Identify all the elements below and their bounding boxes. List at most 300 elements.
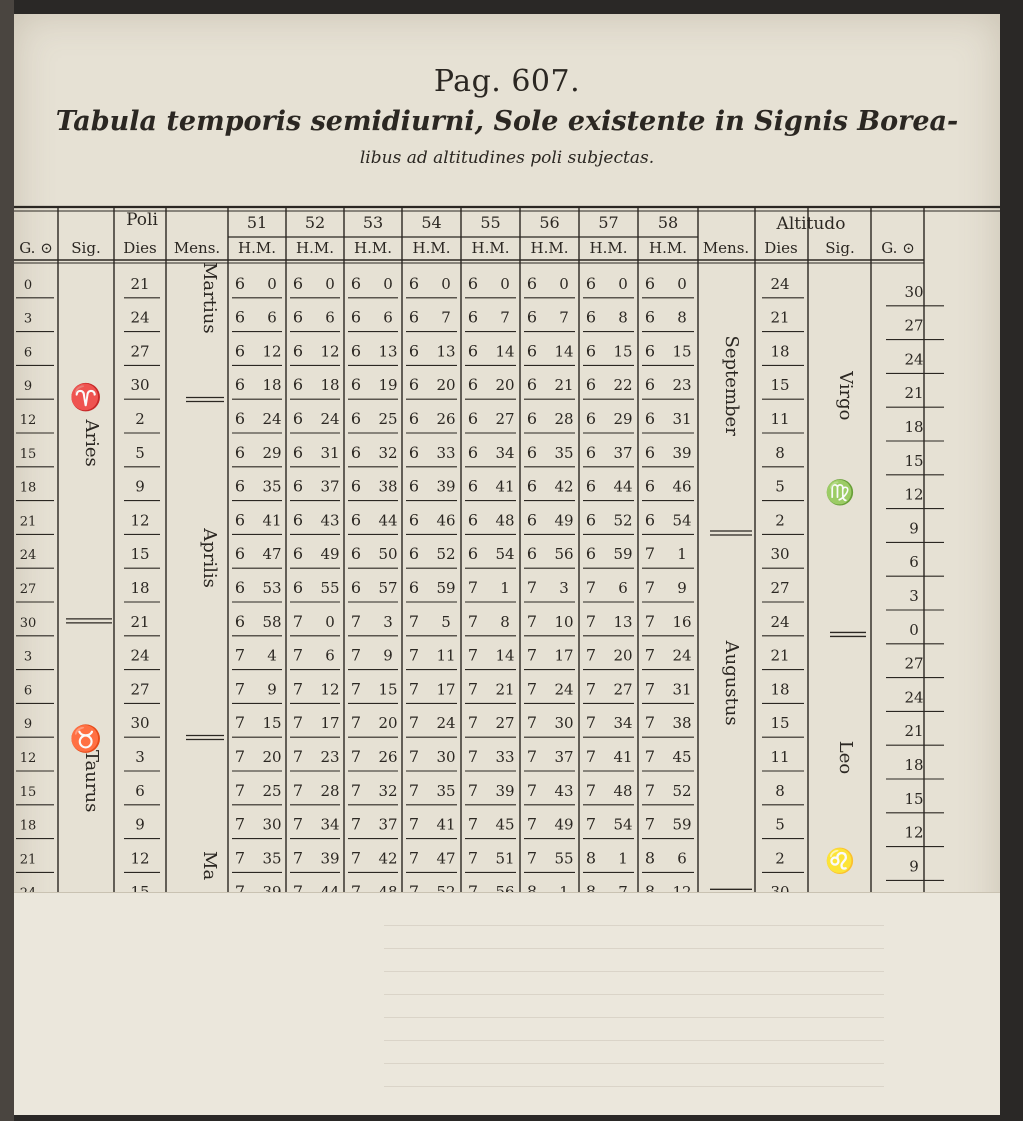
column-header-hm: H.M. [589, 239, 628, 257]
minute-value: 0 [383, 274, 393, 293]
right-degree-value: 0 [909, 620, 919, 639]
hour-value: 8 [644, 848, 656, 868]
minute-value: 55 [320, 579, 340, 597]
minute-value: 43 [554, 781, 574, 800]
minute-value: 56 [554, 545, 574, 564]
minute-value: 17 [436, 680, 456, 699]
minute-value: 30 [436, 748, 456, 766]
minute-value: 47 [262, 545, 282, 564]
day-value: 30 [130, 376, 150, 395]
right-degree-value: 24 [904, 688, 924, 707]
hour-value: 7 [350, 713, 362, 733]
day-value: 2 [135, 410, 145, 428]
minute-value: 27 [495, 410, 515, 428]
minute-value: 33 [436, 443, 456, 462]
column-header: Mens. [173, 239, 221, 257]
minute-value: 0 [267, 274, 277, 293]
minute-value: 39 [495, 781, 515, 800]
minute-value: 27 [495, 714, 515, 733]
hour-value: 6 [585, 307, 597, 327]
hour-value: 7 [292, 747, 304, 766]
minute-value: 29 [613, 410, 633, 428]
right-degree-value: 27 [904, 316, 924, 335]
minute-value: 6 [325, 646, 335, 665]
hour-value: 6 [526, 341, 538, 361]
hour-value: 6 [585, 442, 597, 462]
minute-value: 39 [672, 443, 692, 462]
hour-value: 7 [408, 814, 420, 834]
minute-value: 18 [320, 376, 340, 395]
hour-value: 6 [644, 409, 656, 428]
minute-value: 0 [325, 274, 335, 293]
minute-value: 12 [320, 342, 340, 361]
degree-value: 30 [19, 615, 37, 631]
minute-value: 18 [262, 376, 282, 395]
hour-value: 7 [234, 780, 246, 800]
hour-value: 7 [644, 611, 656, 631]
minute-value: 14 [495, 342, 515, 361]
poli-latitude-value: 52 [304, 213, 326, 232]
poli-latitude-value: 54 [421, 213, 442, 232]
minute-value: 54 [672, 511, 692, 530]
minute-value: 53 [262, 579, 282, 597]
hour-value: 6 [408, 409, 420, 428]
minute-value: 30 [262, 815, 282, 834]
day-value: 18 [130, 579, 150, 597]
minute-value: 6 [677, 849, 687, 868]
minute-value: 32 [378, 443, 398, 462]
minute-value: 1 [677, 545, 687, 564]
hour-value: 6 [467, 442, 479, 462]
right-degree-value: 12 [904, 485, 924, 504]
right-day-value: 21 [770, 646, 790, 665]
right-day-value: 2 [775, 511, 785, 530]
hour-value: 7 [585, 780, 597, 800]
table-title: Tabula temporis semidiurni, Sole existente in Signis Borea- [55, 106, 959, 137]
hour-value: 7 [526, 713, 538, 733]
header-poli: Poli [126, 210, 158, 230]
hour-value: 6 [408, 341, 420, 361]
hour-value: 7 [408, 747, 420, 766]
minute-value: 50 [378, 545, 398, 564]
minute-value: 24 [554, 680, 574, 699]
minute-value: 7 [559, 308, 569, 327]
hour-value: 6 [408, 476, 420, 496]
minute-value: 25 [262, 781, 282, 800]
hour-value: 7 [292, 611, 304, 631]
sign-name-virgo: Virgo [835, 371, 856, 421]
leo-symbol-icon: ♌ [825, 847, 855, 876]
hour-value: 7 [585, 814, 597, 834]
minute-value: 6 [267, 308, 277, 327]
minute-value: 48 [495, 511, 515, 530]
month-augustus: Augustus [721, 640, 742, 726]
column-header: Sig. [825, 239, 855, 257]
hour-value: 6 [234, 611, 246, 631]
hour-value: 7 [467, 780, 479, 800]
minute-value: 23 [320, 748, 340, 766]
hour-value: 7 [585, 747, 597, 766]
poli-latitude-value: 57 [598, 213, 619, 232]
hour-value: 6 [234, 442, 246, 462]
hour-value: 6 [350, 375, 362, 395]
hour-value: 6 [585, 273, 597, 293]
right-day-value: 18 [770, 680, 790, 699]
hour-value: 6 [350, 476, 362, 496]
aries-symbol-icon: ♈ [69, 382, 103, 413]
right-degree-value: 15 [904, 451, 924, 470]
degree-value: 18 [19, 818, 37, 834]
degree-value: 3 [23, 649, 33, 665]
minute-value: 54 [495, 545, 515, 564]
minute-value: 11 [436, 646, 456, 665]
minute-value: 35 [436, 781, 456, 800]
right-degree-value: 6 [909, 553, 919, 572]
minute-value: 42 [554, 477, 574, 496]
sign-name-aries: Aries [81, 419, 102, 467]
day-value: 6 [135, 781, 145, 800]
right-degree-value: 15 [904, 789, 924, 808]
right-degree-value: 18 [904, 418, 924, 436]
hour-value: 6 [585, 409, 597, 428]
hour-value: 6 [350, 544, 362, 564]
minute-value: 9 [677, 579, 687, 597]
hour-value: 6 [292, 510, 304, 530]
minute-value: 57 [378, 579, 398, 597]
hour-value: 7 [350, 611, 362, 631]
column-header-hm: H.M. [296, 239, 334, 257]
minute-value: 34 [495, 443, 515, 462]
minute-value: 1 [500, 579, 510, 597]
hour-value: 7 [644, 780, 656, 800]
minute-value: 3 [559, 579, 569, 597]
minute-value: 52 [672, 781, 692, 800]
right-day-value: 15 [770, 714, 790, 733]
hour-value: 6 [234, 375, 246, 395]
hour-value: 6 [467, 273, 479, 293]
month-maius: Ma [199, 851, 220, 881]
hour-value: 7 [408, 848, 420, 868]
hour-value: 6 [350, 273, 362, 293]
hour-value: 6 [526, 409, 538, 428]
right-day-value: 8 [775, 781, 785, 800]
minute-value: 31 [672, 680, 692, 699]
hour-value: 7 [467, 611, 479, 631]
degree-value: 12 [19, 751, 37, 766]
day-value: 27 [130, 342, 150, 361]
right-day-value: 11 [770, 410, 790, 428]
minute-value: 0 [325, 612, 335, 631]
sign-name-leo: Leo [835, 740, 856, 775]
month-aprilis: Aprilis [199, 528, 220, 588]
hour-value: 6 [292, 442, 304, 462]
degree-value: 6 [23, 683, 33, 699]
degree-value: 3 [23, 311, 33, 327]
degree-value: 15 [19, 784, 37, 800]
hour-value: 6 [292, 409, 304, 428]
hour-value: 6 [350, 578, 362, 597]
hour-value: 7 [234, 679, 246, 699]
degree-value: 9 [23, 717, 33, 733]
hour-value: 7 [467, 713, 479, 733]
book-page [14, 14, 1000, 1114]
minute-value: 6 [325, 308, 335, 327]
right-day-value: 5 [775, 815, 785, 834]
minute-value: 37 [554, 748, 574, 766]
minute-value: 48 [613, 781, 633, 800]
hour-value: 6 [292, 544, 304, 564]
hour-value: 6 [234, 307, 246, 327]
minute-value: 28 [320, 781, 340, 800]
minute-value: 9 [383, 646, 393, 665]
column-header-hm: H.M. [412, 239, 451, 257]
right-degree-value: 30 [904, 282, 924, 301]
minute-value: 34 [320, 815, 340, 834]
day-value: 21 [130, 612, 150, 631]
minute-value: 26 [436, 410, 456, 428]
column-header-hm: H.M. [471, 239, 510, 257]
hour-value: 7 [644, 578, 656, 597]
minute-value: 42 [378, 849, 398, 868]
hour-value: 6 [408, 510, 420, 530]
right-day-value: 8 [775, 443, 785, 462]
minute-value: 37 [378, 815, 398, 834]
hour-value: 6 [467, 375, 479, 395]
hour-value: 6 [350, 409, 362, 428]
hour-value: 7 [408, 713, 420, 733]
minute-value: 9 [267, 680, 277, 699]
header-altitudo: Altitudo [776, 214, 846, 234]
minute-value: 20 [613, 646, 633, 665]
minute-value: 24 [436, 714, 456, 733]
degree-value: 9 [23, 379, 33, 395]
minute-value: 0 [618, 274, 628, 293]
hour-value: 7 [467, 848, 479, 868]
hour-value: 7 [526, 780, 538, 800]
day-value: 24 [130, 308, 150, 327]
minute-value: 28 [554, 410, 574, 428]
right-day-value: 27 [770, 579, 790, 597]
minute-value: 24 [672, 646, 692, 665]
hour-value: 6 [234, 409, 246, 428]
right-degree-value: 9 [909, 519, 919, 538]
minute-value: 15 [262, 714, 282, 733]
day-value: 5 [135, 443, 145, 462]
column-header: G. ⊙ [881, 239, 915, 257]
minute-value: 7 [441, 308, 451, 327]
degree-value: 0 [23, 277, 33, 293]
hour-value: 7 [644, 645, 656, 665]
hour-value: 6 [585, 544, 597, 564]
hour-value: 6 [585, 341, 597, 361]
hour-value: 7 [350, 780, 362, 800]
hour-value: 7 [526, 578, 538, 597]
degree-value: 21 [19, 514, 37, 530]
hour-value: 7 [585, 578, 597, 597]
hour-value: 6 [644, 442, 656, 462]
minute-value: 49 [320, 545, 340, 564]
minute-value: 46 [672, 477, 692, 496]
hour-value: 6 [408, 544, 420, 564]
minute-value: 45 [672, 748, 692, 766]
minute-value: 15 [378, 680, 398, 699]
minute-value: 44 [378, 511, 398, 530]
hour-value: 7 [526, 848, 538, 868]
hour-value: 6 [526, 307, 538, 327]
right-degree-value: 27 [904, 654, 924, 673]
hour-value: 7 [350, 645, 362, 665]
hour-value: 6 [585, 476, 597, 496]
minute-value: 12 [320, 680, 340, 699]
minute-value: 0 [677, 274, 687, 293]
hour-value: 7 [526, 814, 538, 834]
minute-value: 49 [554, 815, 574, 834]
minute-value: 21 [495, 680, 515, 699]
hour-value: 7 [292, 713, 304, 733]
poli-latitude-value: 51 [246, 213, 268, 232]
minute-value: 6 [383, 308, 393, 327]
minute-value: 39 [320, 849, 340, 868]
minute-value: 6 [618, 579, 628, 597]
hour-value: 7 [234, 645, 246, 665]
hour-value: 7 [350, 747, 362, 766]
minute-value: 5 [441, 612, 451, 631]
day-value: 15 [130, 545, 150, 564]
minute-value: 12 [262, 342, 282, 361]
hour-value: 6 [292, 341, 304, 361]
bleed-through-text [384, 917, 884, 1087]
minute-value: 24 [320, 410, 340, 428]
minute-value: 45 [495, 815, 515, 834]
minute-value: 20 [262, 748, 282, 766]
minute-value: 46 [436, 511, 456, 530]
minute-value: 35 [262, 477, 282, 496]
minute-value: 15 [672, 342, 692, 361]
hour-value: 6 [644, 375, 656, 395]
poli-latitude-value: 53 [362, 213, 384, 232]
hour-value: 7 [585, 713, 597, 733]
right-day-value: 21 [770, 308, 790, 327]
hour-value: 7 [467, 645, 479, 665]
hour-value: 6 [292, 307, 304, 327]
day-value: 27 [130, 680, 150, 699]
hour-value: 6 [644, 341, 656, 361]
hour-value: 7 [234, 747, 246, 766]
minute-value: 20 [378, 714, 398, 733]
minute-value: 17 [320, 714, 340, 733]
minute-value: 44 [613, 477, 633, 496]
hour-value: 7 [408, 645, 420, 665]
hour-value: 6 [350, 442, 362, 462]
minute-value: 13 [436, 342, 456, 361]
minute-value: 7 [500, 308, 510, 327]
hour-value: 6 [408, 442, 420, 462]
minute-value: 52 [436, 545, 456, 564]
virgo-symbol-icon: ♍ [825, 478, 855, 507]
hour-value: 7 [467, 578, 479, 597]
right-day-value: 11 [770, 748, 790, 766]
taurus-symbol-icon: ♉ [69, 724, 103, 755]
right-day-value: 24 [770, 612, 790, 631]
hour-value: 6 [467, 510, 479, 530]
minute-value: 14 [495, 646, 515, 665]
hour-value: 7 [234, 848, 246, 868]
right-day-value: 5 [775, 477, 785, 496]
right-degree-value: 9 [909, 857, 919, 876]
minute-value: 31 [672, 410, 692, 428]
table-subtitle: libus ad altitudines poli subjectas. [359, 148, 655, 168]
hour-value: 7 [350, 848, 362, 868]
hour-value: 7 [526, 679, 538, 699]
hour-value: 7 [644, 679, 656, 699]
hour-value: 6 [292, 375, 304, 395]
hour-value: 7 [467, 747, 479, 766]
minute-value: 22 [613, 376, 633, 395]
hour-value: 7 [644, 713, 656, 733]
hour-value: 6 [350, 307, 362, 327]
minute-value: 4 [267, 646, 277, 665]
right-day-value: 30 [770, 545, 790, 564]
minute-value: 49 [554, 511, 574, 530]
poli-latitude-value: 58 [657, 213, 679, 232]
hour-value: 6 [234, 341, 246, 361]
minute-value: 10 [554, 612, 574, 631]
right-degree-value: 3 [909, 587, 919, 605]
sign-name-taurus: Taurus [81, 749, 102, 813]
book-binding-edge [0, 0, 14, 1121]
hour-value: 6 [467, 409, 479, 428]
minute-value: 0 [441, 274, 451, 293]
hour-value: 7 [292, 814, 304, 834]
hour-value: 7 [644, 747, 656, 766]
right-day-value: 15 [770, 376, 790, 395]
hour-value: 6 [644, 510, 656, 530]
day-value: 12 [130, 849, 150, 868]
hour-value: 6 [408, 307, 420, 327]
hour-value: 6 [585, 510, 597, 530]
day-value: 3 [135, 748, 145, 766]
minute-value: 8 [618, 308, 628, 327]
hour-value: 6 [350, 341, 362, 361]
minute-value: 15 [613, 342, 633, 361]
degree-value: 18 [19, 480, 37, 496]
hour-value: 7 [585, 611, 597, 631]
hour-value: 7 [350, 814, 362, 834]
hour-value: 6 [526, 375, 538, 395]
day-value: 30 [130, 714, 150, 733]
minute-value: 33 [495, 748, 515, 766]
hour-value: 6 [292, 476, 304, 496]
day-value: 12 [130, 511, 150, 530]
hour-value: 7 [234, 713, 246, 733]
column-header-hm: H.M. [238, 239, 276, 257]
hour-value: 7 [350, 679, 362, 699]
minute-value: 20 [436, 376, 456, 395]
minute-value: 14 [554, 342, 574, 361]
hour-value: 8 [585, 848, 597, 868]
hour-value: 6 [234, 476, 246, 496]
hour-value: 7 [644, 814, 656, 834]
hour-value: 6 [467, 476, 479, 496]
minute-value: 52 [613, 511, 633, 530]
minute-value: 39 [436, 477, 456, 496]
hour-value: 7 [292, 645, 304, 665]
minute-value: 13 [378, 342, 398, 361]
right-day-value: 18 [770, 342, 790, 361]
minute-value: 1 [618, 849, 628, 868]
minute-value: 38 [378, 477, 398, 496]
minute-value: 31 [320, 443, 340, 462]
